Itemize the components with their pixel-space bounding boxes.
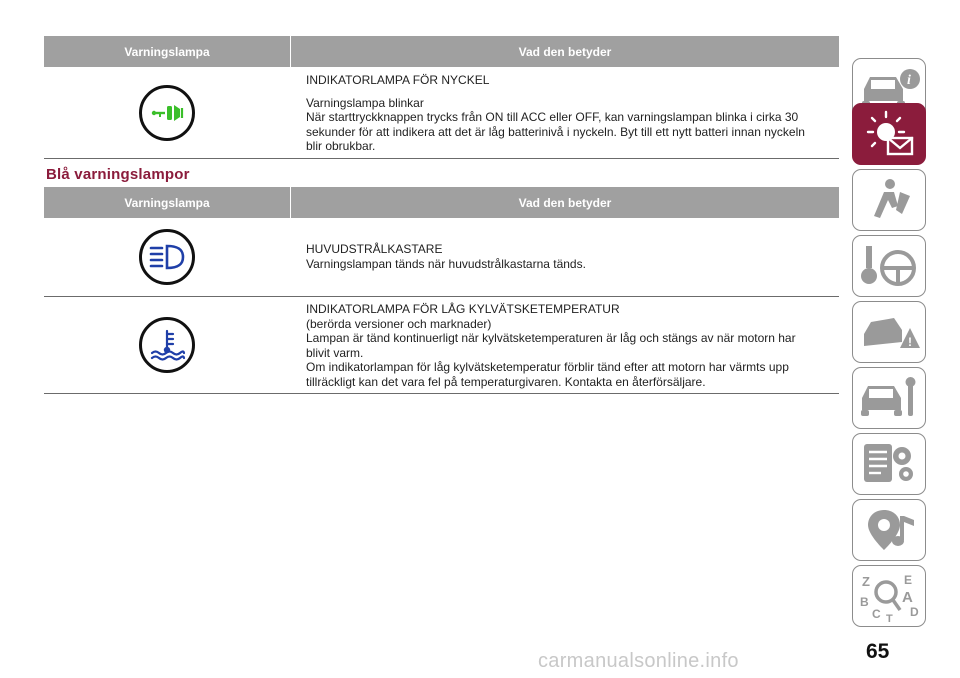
high-beam-icon bbox=[139, 229, 195, 285]
svg-text:B: B bbox=[860, 595, 869, 609]
svg-text:E: E bbox=[904, 573, 913, 587]
seat-airbag-icon bbox=[856, 174, 922, 226]
section-title: Blå varningslampor bbox=[46, 166, 190, 183]
low-coolant-temperature-icon bbox=[139, 317, 195, 373]
row-description: Varningslampan tänds när huvudstrålkastarna tänds. bbox=[306, 256, 586, 271]
table-row bbox=[44, 67, 839, 159]
svg-text:D: D bbox=[910, 605, 919, 619]
car-maintenance-icon bbox=[856, 372, 922, 424]
row-title: INDIKATORLAMPA FÖR NYCKEL bbox=[306, 73, 490, 87]
svg-text:Z: Z bbox=[862, 574, 870, 589]
tab-maintenance[interactable] bbox=[852, 367, 926, 429]
column-header-lamp: Varningslampa bbox=[124, 195, 210, 210]
tab-technical-data[interactable] bbox=[852, 433, 926, 495]
watermark: carmanualsonline.info bbox=[538, 650, 739, 672]
table-row bbox=[44, 296, 839, 394]
warning-light-message-icon bbox=[856, 108, 922, 160]
table-header bbox=[44, 187, 839, 218]
tab-starting-driving[interactable] bbox=[852, 235, 926, 297]
table-row bbox=[44, 218, 839, 297]
tab-warning-lights[interactable] bbox=[852, 103, 926, 165]
svg-text:T: T bbox=[886, 613, 893, 622]
table-header bbox=[44, 36, 839, 67]
row-subtitle: (berörda versioner och marknader) bbox=[306, 316, 492, 331]
svg-text:A: A bbox=[902, 589, 913, 606]
technical-data-icon bbox=[856, 438, 922, 490]
tab-index[interactable] bbox=[852, 565, 926, 627]
tab-safety[interactable] bbox=[852, 169, 926, 231]
page-number: 65 bbox=[866, 640, 890, 663]
car-breakdown-warning-icon bbox=[856, 306, 922, 358]
key-indicator-icon bbox=[139, 85, 195, 141]
tab-emergency[interactable] bbox=[852, 301, 926, 363]
column-header-meaning: Vad den betyder bbox=[290, 36, 839, 67]
svg-text:i: i bbox=[907, 73, 911, 88]
svg-text:!: ! bbox=[908, 335, 912, 349]
row-title: INDIKATORLAMPA FÖR LÅG KYLVÄTSKETEMPERATUR bbox=[306, 302, 620, 316]
row-subtitle: Varningslampa blinkar bbox=[306, 95, 424, 110]
row-description: När starttryckknappen trycks från ON till ACC eller OFF, kan varningslampan blinka i cirka 30 sekunder för att indikera att det är låg batterinivå i nyckeln. Byt till ett nytt batteri innan nyckeln blir obrukbar. bbox=[306, 110, 805, 153]
index-search-icon bbox=[856, 570, 922, 622]
multimedia-icon bbox=[856, 504, 922, 556]
column-header-lamp: Varningslampa bbox=[124, 44, 210, 59]
row-description-2: Om indikatorlampan för låg kylvätsketemperatur förblir tänd efter att motorn har värmts upp tillräckligt kan det vara fel på temperaturgivaren. Kontakta en återförsäljare. bbox=[306, 360, 789, 389]
key-steering-wheel-icon bbox=[856, 240, 922, 292]
row-description: Lampan är tänd kontinuerligt när kylvätsketemperaturen är låg och stängs av när motorn har blivit varm. bbox=[306, 331, 796, 360]
column-header-meaning: Vad den betyder bbox=[290, 187, 839, 218]
row-title: HUVUDSTRÅLKASTARE bbox=[306, 242, 443, 256]
svg-text:C: C bbox=[872, 607, 881, 621]
tab-multimedia[interactable] bbox=[852, 499, 926, 561]
